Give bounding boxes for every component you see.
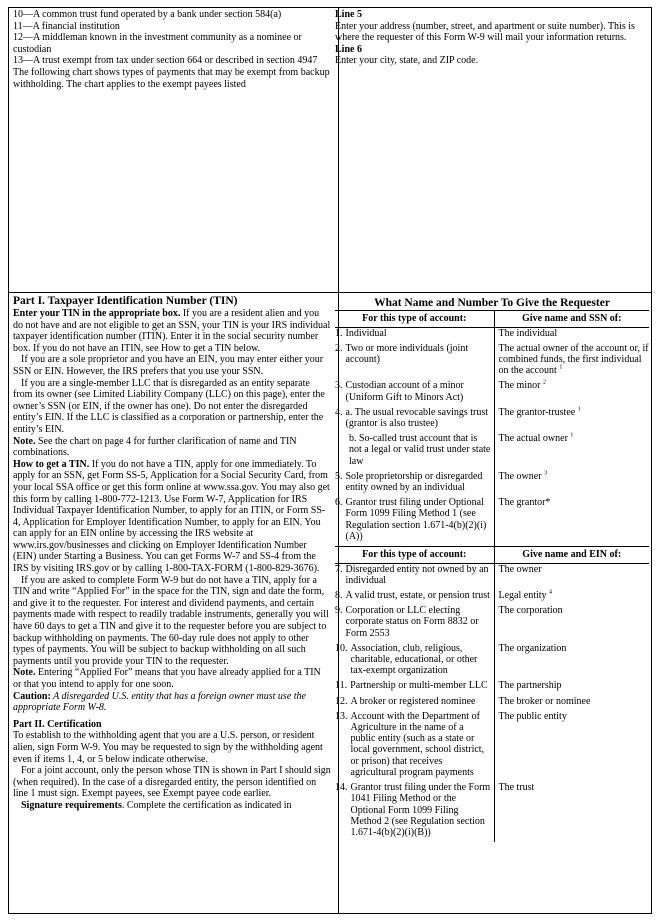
give-name-text: The grantor* <box>498 497 551 509</box>
account-type-cell <box>335 605 494 643</box>
exempt-line-10: 10—A common trust fund operated by a bank under section 584(a) <box>13 9 282 20</box>
give-name-cell <box>494 696 649 711</box>
table-row <box>335 407 649 433</box>
give-name-cell <box>494 590 649 605</box>
give-name-cell <box>494 380 649 406</box>
account-type-text: Account with the Department of Agriculture in the name of a public entity (such as a state or local government, school district, or prison) that receives agricultural program payments <box>350 710 485 778</box>
part1-p1-lead: Enter your TIN in the appropriate box. <box>13 308 181 319</box>
table-row <box>335 680 649 695</box>
top-left-column <box>13 9 331 90</box>
give-name-cell <box>494 343 649 381</box>
table-row <box>335 590 649 605</box>
give-name-cell <box>494 433 649 471</box>
account-type-text: Custodian account of a minor (Uniform Gift to Minors Act) <box>345 380 464 403</box>
give-name-text: The actual owner <box>498 433 568 445</box>
row-number: 8. <box>335 590 343 602</box>
caution-label: Caution: <box>13 690 51 702</box>
account-type-text: a. The usual revocable savings trust (grantor is also trustee) <box>345 406 489 430</box>
header-account: For this type of account: <box>335 311 494 328</box>
exempt-line-11: 11—A financial institution <box>13 20 120 32</box>
give-name-cell <box>494 605 649 643</box>
give-name-cell <box>494 643 649 681</box>
part1-p1 <box>13 308 331 354</box>
give-name-text: The organization <box>498 642 567 654</box>
chart-intro: The following chart shows types of payments that may be exempt from backup withholding. The chart applies to the exempt payees listed <box>13 66 330 90</box>
table-row <box>335 471 649 497</box>
note1-label: Note. <box>13 435 36 447</box>
note1-text: See the chart on page 4 for further clarification of name and TIN combinations. <box>13 435 297 459</box>
footnote-ref: 1 <box>577 406 581 413</box>
table-row <box>335 380 649 406</box>
row-number: 5. <box>335 470 343 482</box>
top-right-column <box>335 9 647 67</box>
table-row <box>335 497 649 546</box>
account-type-cell <box>335 407 494 433</box>
how-label: How to get a TIN. <box>13 458 90 470</box>
how-to-get-tin <box>13 459 331 575</box>
part1-note2 <box>13 667 331 690</box>
part1-p2: If you are a sole proprietor and you have an EIN, you may enter either your SSN or EIN. However, the IRS prefers that you use your SSN. <box>13 354 324 377</box>
give-name-text: The broker or nominee <box>498 695 591 707</box>
give-name-text: The individual <box>498 327 558 339</box>
give-name-cell <box>494 327 649 343</box>
row-number: 2. <box>335 342 343 354</box>
give-name-text: The grantor-trustee <box>498 406 576 418</box>
footnote-ref: 1 <box>570 432 574 439</box>
note2-text: Entering “Applied For” means that you have already applied for a TIN or that you intend to apply for one soon. <box>13 667 321 690</box>
give-name-text: The partnership <box>498 680 562 692</box>
part1-note1 <box>13 436 331 459</box>
row-number: 10. <box>335 642 348 654</box>
row-number: 6. <box>335 497 343 509</box>
account-type-cell <box>335 590 494 605</box>
part1-p3: If you are a single-member LLC that is disregarded as an entity separate from its owner (see Limited Liability Company (LLC) on this page), enter the owner’s SSN (or EIN, if the owner has one). Do not enter the disregarded entity’s EIN. If the LLC is classified as a corporation or partnership, enter the entity’s EIN. <box>13 377 325 435</box>
part2-title: Part II. Certification <box>13 718 102 730</box>
part1-title: Part I. Taxpayer Identification Number (TIN) <box>13 295 238 307</box>
line5-heading: Line 5 <box>335 9 362 20</box>
give-name-cell <box>494 471 649 497</box>
table-row <box>335 433 649 471</box>
table-row <box>335 563 649 590</box>
give-name-text: The public entity <box>498 710 567 722</box>
give-name-text: The minor <box>498 380 541 392</box>
account-type-cell <box>335 343 494 381</box>
sig-label: Signature requirements <box>21 799 122 811</box>
give-name-text: The actual owner of the account or, if combined funds, the first individual on the account <box>498 342 649 377</box>
account-type-text: Two or more individuals (joint account) <box>345 342 469 365</box>
account-type-cell <box>335 380 494 406</box>
header-ein: Give name and EIN of: <box>494 547 649 564</box>
table-row <box>335 343 649 381</box>
account-type-cell <box>335 563 494 590</box>
table-title: What Name and Number To Give the Requester <box>374 297 610 309</box>
line6-text: Enter your city, state, and ZIP code. <box>335 55 479 67</box>
row-number: 1. <box>335 327 343 339</box>
account-type-text: Individual <box>345 327 387 339</box>
page-frame <box>8 7 652 914</box>
caution-text: A disregarded U.S. entity that has a foreign owner must use the appropriate Form W-8. <box>13 690 306 714</box>
line5-text: Enter your address (number, street, and apartment or suite number). This is where the requester of this Form W-9 will mail your information returns. <box>335 20 635 44</box>
account-type-cell <box>335 497 494 546</box>
exempt-line-13: 13—A trust exempt from tax under section 664 or described in section 4947 <box>13 55 318 67</box>
account-type-cell <box>335 471 494 497</box>
give-name-cell <box>494 407 649 433</box>
account-type-text: A broker or registered nominee <box>350 695 476 707</box>
section-divider <box>9 292 651 293</box>
give-name-text: The owner <box>498 563 542 575</box>
table-row <box>335 605 649 643</box>
account-type-text: b. So-called trust account that is not a legal or valid trust under state law <box>349 433 491 467</box>
footnote-ref: 1 <box>559 364 563 371</box>
account-type-text: Disregarded entity not owned by an individual <box>345 563 489 586</box>
signature-requirements <box>13 800 331 812</box>
row-number: 7. <box>335 563 343 575</box>
give-name-cell <box>494 782 649 842</box>
header-account-2: For this type of account: <box>335 547 494 564</box>
table-row <box>335 643 649 681</box>
account-type-cell <box>335 696 494 711</box>
give-name-text: The corporation <box>498 605 563 617</box>
account-type-cell <box>335 782 494 842</box>
part2-p2: For a joint account, only the person whose TIN is shown in Part I should sign (when required). In the case of a disregarded entity, the person identified on line 1 must sign. Exempt payees, see Exempt payee code earlier. <box>13 765 331 800</box>
row-number: 13. <box>335 710 348 722</box>
row-number: 11. <box>335 680 348 692</box>
give-name-cell <box>494 563 649 590</box>
account-type-cell <box>335 643 494 681</box>
row-number <box>335 433 349 467</box>
ein-rows <box>335 563 649 842</box>
footnote-ref: 2 <box>542 380 546 387</box>
give-name-cell <box>494 497 649 546</box>
give-name-text: Legal entity <box>498 590 547 602</box>
account-type-text: Grantor trust filing under the Form 1041 Filing Method or the Optional Form 1099 Filing Method 2 (see Regulation section 1.671-4(b)(2)(i)(B)) <box>350 782 491 838</box>
row-number: 3. <box>335 380 343 392</box>
account-type-text: Sole proprietorship or disregarded entity owned by an individual <box>345 470 483 494</box>
give-name-text: The trust <box>498 782 535 794</box>
row-number: 14. <box>335 782 348 794</box>
line6-heading: Line 6 <box>335 43 362 55</box>
bottom-right-column <box>335 295 649 842</box>
ssn-rows <box>335 327 649 546</box>
sig-text: . Complete the certification as indicated in <box>121 799 292 811</box>
caution <box>13 691 331 714</box>
table-row <box>335 782 649 842</box>
table-row <box>335 327 649 343</box>
footnote-ref: 3 <box>544 470 548 477</box>
give-name-text: The owner <box>498 470 542 482</box>
account-type-text: Association, club, religious, charitable, educational, or other tax-exempt organization <box>350 642 478 677</box>
how-text: If you do not have a TIN, apply for one immediately. To apply for an SSN, get Form SS-5, Application for a Social Security Card, from your local SSA office or get this form online at www.ssa.gov. You may also get this form by calling 1-800-772-1213. Use Form W-7, Application for IRS Individual Taxpayer Identification Number, to apply for an ITIN, or Form SS-4, Application for Employer Identification Number, to apply for an EIN. You can apply for an EIN online by accessing the IRS website at www.irs.gov/businesses and clicking on Employer Identification Number (EIN) under Starting a Business. You can get Forms W-7 and SS-4 from the IRS by visiting IRS.gov or by calling 1-800-TAX-FORM (1-800-829-3676). <box>13 458 330 575</box>
header-ssn: Give name and SSN of: <box>494 311 649 328</box>
account-type-cell <box>335 327 494 343</box>
row-number: 4. <box>335 406 343 418</box>
give-name-cell <box>494 680 649 695</box>
account-type-cell <box>335 680 494 695</box>
footnote-ref: 4 <box>549 589 553 596</box>
account-type-text: Partnership or multi-member LLC <box>350 680 488 692</box>
part2-p1: To establish to the withholding agent that you are a U.S. person, or resident alien, sign Form W-9. You may be requested to sign by the withholding agent even if items 1, 4, or 5 below indicate otherwise. <box>13 730 323 765</box>
account-type-cell <box>335 711 494 782</box>
account-type-cell <box>335 433 494 471</box>
account-type-text: Grantor trust filing under Optional Form 1099 Filing Method 1 (see Regulation section 1.671-4(b)(2)(i)(A)) <box>345 497 487 542</box>
row-number: 12. <box>335 695 348 707</box>
account-type-text: A valid trust, estate, or pension trust <box>345 590 490 602</box>
row-number: 9. <box>335 605 343 617</box>
table-row <box>335 696 649 711</box>
account-type-text: Corporation or LLC electing corporate status on Form 8832 or Form 2553 <box>345 605 479 639</box>
table-row <box>335 711 649 782</box>
name-number-table <box>335 310 649 842</box>
part1-p1-body: If you are a resident alien and you do not have and are not eligible to get an SSN, your TIN is your IRS individual taxpayer identification number (ITIN). Enter it in the social security number box. If you do not have an ITIN, see How to get a TIN below. <box>13 308 331 354</box>
note2-label: Note. <box>13 667 36 679</box>
part1-p5: If you are asked to complete Form W-9 but do not have a TIN, apply for a TIN and write “Applied For” in the space for the TIN, sign and date the form, and give it to the requester. For interest and dividend payments, and certain payments made with respect to readily tradable instruments, generally you will have 60 days to get a TIN and give it to the requester before you are subject to backup withholding on payments. The 60-day rule does not apply to other types of payments. You will be subject to backup withholding on all such payments until you provide your TIN to the requester. <box>13 574 329 667</box>
exempt-line-12: 12—A middleman known in the investment community as a nominee or custodian <box>13 32 302 55</box>
give-name-cell <box>494 711 649 782</box>
bottom-left-column <box>13 295 331 812</box>
